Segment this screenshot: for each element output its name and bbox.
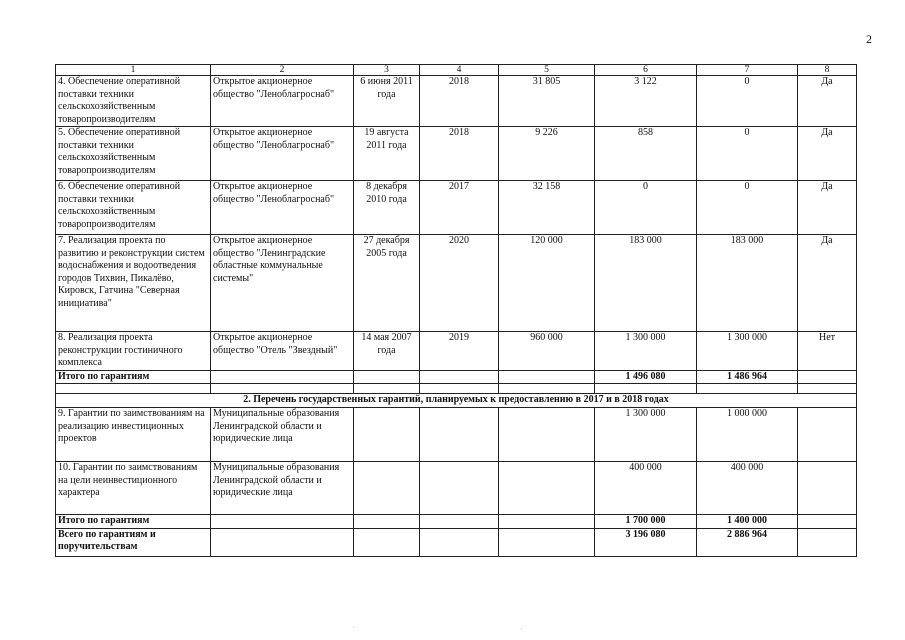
- amount-cell: 400 000: [595, 462, 697, 515]
- grand-total-row: [56, 528, 857, 556]
- column-number: 2: [211, 65, 354, 76]
- amount-cell: 0: [697, 181, 798, 235]
- agreement-date: 19 августа 2011 года: [354, 127, 420, 181]
- column-number: 3: [354, 65, 420, 76]
- amount-cell: 3 122: [595, 76, 697, 127]
- term-year: 2018: [420, 127, 499, 181]
- principal-organization: Открытое акционерное общество "Леноблагроснаб": [211, 76, 354, 127]
- section-heading-row: [56, 394, 857, 408]
- column-number: 1: [56, 65, 211, 76]
- agreement-date: 6 июня 2011 года: [354, 76, 420, 127]
- amount-cell: 960 000: [499, 332, 595, 371]
- guarantee-purpose: 9. Гарантии по заимствованиям на реализацию инвестиционных проектов: [56, 408, 211, 462]
- amount-cell: 120 000: [499, 235, 595, 332]
- amount-cell: 400 000: [697, 462, 798, 515]
- recourse-flag: Да: [798, 181, 857, 235]
- guarantee-purpose: 5. Обеспечение оперативной поставки техники сельскохозяйственным товаропроизводителям: [56, 127, 211, 181]
- page-number: 2: [866, 32, 872, 46]
- amount-cell: 1 300 000: [595, 332, 697, 371]
- grand-total-label: Всего по гарантиям и поручительствам: [56, 528, 211, 556]
- column-number: 6: [595, 65, 697, 76]
- amount-cell: 1 300 000: [595, 408, 697, 462]
- subtotal-value: 1 700 000: [595, 515, 697, 529]
- recourse-flag: Да: [798, 127, 857, 181]
- column-number: 4: [420, 65, 499, 76]
- subtotal-row: [56, 515, 857, 529]
- agreement-date: 14 мая 2007 года: [354, 332, 420, 371]
- table-row: [56, 332, 857, 371]
- principal-organization: Открытое акционерное общество "Ленинградские областные коммунальные системы": [211, 235, 354, 332]
- subtotal-label: Итого по гарантиям: [56, 515, 211, 529]
- amount-cell: 0: [697, 76, 798, 127]
- column-number: 7: [697, 65, 798, 76]
- guarantees-table: [55, 64, 857, 557]
- table-row: [56, 181, 857, 235]
- principal-organization: Открытое акционерное общество "Отель "Звездный": [211, 332, 354, 371]
- column-number-row: [56, 65, 857, 76]
- guarantee-purpose: 4. Обеспечение оперативной поставки техники сельскохозяйственным товаропроизводителям: [56, 76, 211, 127]
- agreement-date: 27 декабря 2005 года: [354, 235, 420, 332]
- term-year: 2018: [420, 76, 499, 127]
- subtotal-value: 1 486 964: [697, 370, 798, 384]
- scan-speck: ·: [520, 624, 523, 634]
- table-row: [56, 408, 857, 462]
- amount-cell: 32 158: [499, 181, 595, 235]
- amount-cell: 1 000 000: [697, 408, 798, 462]
- table-row: [56, 462, 857, 515]
- principal-organization: Открытое акционерное общество "Леноблагроснаб": [211, 181, 354, 235]
- recourse-flag: Да: [798, 235, 857, 332]
- principal-organization: Открытое акционерное общество "Леноблагроснаб": [211, 127, 354, 181]
- principal-organization: Муниципальные образования Ленинградской области и юридические лица: [211, 408, 354, 462]
- guarantee-purpose: 8. Реализация проекта реконструкции гостиничного комплекса: [56, 332, 211, 371]
- amount-cell: 9 226: [499, 127, 595, 181]
- scan-speck: ·: [352, 622, 355, 632]
- section-title: 2. Перечень государственных гарантий, планируемых к предоставлению в 2017 и в 2018 годах: [56, 394, 857, 408]
- spacer-row: [56, 384, 857, 394]
- column-number: 8: [798, 65, 857, 76]
- agreement-date: 8 декабря 2010 года: [354, 181, 420, 235]
- subtotal-label: Итого по гарантиям: [56, 370, 211, 384]
- guarantee-purpose: 10. Гарантии по заимствованиям на цели неинвестиционного характера: [56, 462, 211, 515]
- principal-organization: Муниципальные образования Ленинградской области и юридические лица: [211, 462, 354, 515]
- grand-total-value: 2 886 964: [697, 528, 798, 556]
- recourse-flag: Нет: [798, 332, 857, 371]
- amount-cell: 183 000: [697, 235, 798, 332]
- amount-cell: 858: [595, 127, 697, 181]
- column-number: 5: [499, 65, 595, 76]
- grand-total-value: 3 196 080: [595, 528, 697, 556]
- term-year: 2019: [420, 332, 499, 371]
- amount-cell: 0: [697, 127, 798, 181]
- table-row: [56, 76, 857, 127]
- term-year: 2020: [420, 235, 499, 332]
- guarantee-purpose: 6. Обеспечение оперативной поставки техники сельскохозяйственным товаропроизводителям: [56, 181, 211, 235]
- amount-cell: 0: [595, 181, 697, 235]
- subtotal-row: [56, 370, 857, 384]
- recourse-flag: Да: [798, 76, 857, 127]
- table-row: [56, 235, 857, 332]
- term-year: 2017: [420, 181, 499, 235]
- amount-cell: 31 805: [499, 76, 595, 127]
- subtotal-value: 1 400 000: [697, 515, 798, 529]
- amount-cell: 1 300 000: [697, 332, 798, 371]
- subtotal-value: 1 496 080: [595, 370, 697, 384]
- guarantee-purpose: 7. Реализация проекта по развитию и реконструкции систем водоснабжения и водоотведения городов Тихвин, Пикалёво, Кировск, Гатчина "Северная инициатива": [56, 235, 211, 332]
- amount-cell: 183 000: [595, 235, 697, 332]
- table-row: [56, 127, 857, 181]
